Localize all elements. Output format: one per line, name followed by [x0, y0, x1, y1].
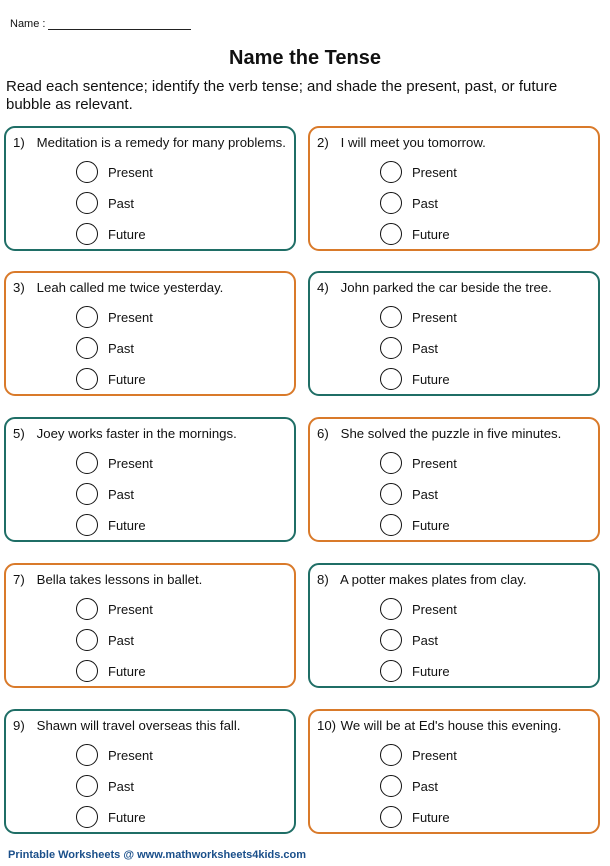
option-label: Future	[412, 663, 450, 679]
question-number: 5)	[13, 426, 25, 441]
option-past[interactable]	[380, 337, 438, 359]
footer-credit: Printable Worksheets @ www.mathworksheets4kids.com	[8, 849, 307, 861]
answer-bubble[interactable]	[380, 192, 402, 214]
option-present[interactable]	[380, 744, 457, 766]
name-field-row	[10, 15, 191, 30]
question-text	[317, 572, 527, 587]
question-card	[308, 126, 600, 251]
option-label: Present	[412, 164, 457, 180]
name-blank-line[interactable]	[48, 15, 191, 30]
option-present[interactable]	[380, 452, 457, 474]
option-label: Past	[412, 340, 439, 356]
option-label: Past	[108, 340, 135, 356]
option-label: Past	[412, 486, 439, 502]
answer-bubble[interactable]	[380, 337, 402, 359]
answer-bubble[interactable]	[76, 514, 98, 536]
option-label: Present	[108, 309, 153, 325]
option-label: Present	[412, 309, 457, 325]
question-sentence: A potter makes plates from clay.	[339, 572, 527, 587]
answer-bubble[interactable]	[380, 744, 402, 766]
option-past[interactable]	[380, 775, 438, 797]
question-sentence: John parked the car beside the tree.	[340, 280, 552, 295]
answer-bubble[interactable]	[380, 368, 402, 390]
instructions: Read each sentence; identify the verb tense; and shade the present, past, or future bubble as relevant.	[6, 78, 558, 113]
answer-bubble[interactable]	[380, 660, 402, 682]
question-text	[317, 718, 561, 733]
option-present[interactable]	[76, 161, 153, 183]
answer-bubble[interactable]	[380, 483, 402, 505]
question-number: 1)	[13, 135, 25, 150]
answer-bubble[interactable]	[76, 598, 98, 620]
answer-bubble[interactable]	[380, 161, 402, 183]
answer-bubble[interactable]	[76, 192, 98, 214]
option-label: Future	[108, 663, 146, 679]
question-text	[317, 280, 552, 295]
question-number: 6)	[317, 426, 329, 441]
answer-bubble[interactable]	[380, 775, 402, 797]
option-future[interactable]	[76, 223, 146, 245]
question-number: 9)	[13, 718, 25, 733]
question-sentence: Shawn will travel overseas this fall.	[36, 718, 241, 733]
question-number: 7)	[13, 572, 25, 587]
option-label: Future	[108, 809, 146, 825]
answer-bubble[interactable]	[76, 337, 98, 359]
option-future[interactable]	[76, 660, 146, 682]
question-number: 4)	[317, 280, 329, 295]
question-text	[13, 426, 237, 441]
option-future[interactable]	[380, 514, 450, 536]
option-label: Present	[108, 601, 153, 617]
answer-bubble[interactable]	[76, 161, 98, 183]
option-label: Future	[412, 226, 450, 242]
option-label: Past	[108, 195, 135, 211]
option-past[interactable]	[76, 483, 134, 505]
option-future[interactable]	[76, 368, 146, 390]
option-past[interactable]	[380, 629, 438, 651]
option-future[interactable]	[76, 806, 146, 828]
question-sentence: Meditation is a remedy for many problems.	[36, 135, 286, 150]
question-sentence: Joey works faster in the mornings.	[36, 426, 237, 441]
question-text	[13, 135, 286, 150]
option-label: Future	[108, 371, 146, 387]
option-label: Present	[412, 601, 457, 617]
answer-bubble[interactable]	[380, 452, 402, 474]
answer-bubble[interactable]	[380, 223, 402, 245]
option-present[interactable]	[380, 161, 457, 183]
option-label: Future	[412, 517, 450, 533]
option-present[interactable]	[76, 744, 153, 766]
option-past[interactable]	[76, 337, 134, 359]
answer-bubble[interactable]	[380, 306, 402, 328]
question-number: 2)	[317, 135, 329, 150]
option-label: Present	[108, 747, 153, 763]
question-number: 3)	[13, 280, 25, 295]
option-label: Future	[108, 517, 146, 533]
question-card	[308, 271, 600, 396]
option-future[interactable]	[380, 806, 450, 828]
option-present[interactable]	[76, 306, 153, 328]
option-past[interactable]	[76, 775, 134, 797]
question-text	[317, 135, 486, 150]
answer-bubble[interactable]	[76, 660, 98, 682]
question-card	[308, 563, 600, 688]
option-future[interactable]	[380, 660, 450, 682]
option-present[interactable]	[380, 598, 457, 620]
answer-bubble[interactable]	[76, 629, 98, 651]
option-label: Past	[412, 632, 439, 648]
option-label: Future	[108, 226, 146, 242]
question-sentence: She solved the puzzle in five minutes.	[340, 426, 562, 441]
question-sentence: Bella takes lessons in ballet.	[36, 572, 203, 587]
answer-bubble[interactable]	[380, 629, 402, 651]
option-label: Present	[412, 747, 457, 763]
question-text	[13, 280, 223, 295]
name-label: Name :	[10, 18, 46, 30]
answer-bubble[interactable]	[380, 598, 402, 620]
option-label: Future	[412, 371, 450, 387]
question-card	[308, 709, 600, 834]
question-sentence: Leah called me twice yesterday.	[36, 280, 224, 295]
question-number: 8)	[317, 572, 329, 587]
option-present[interactable]	[76, 452, 153, 474]
option-past[interactable]	[380, 483, 438, 505]
answer-bubble[interactable]	[380, 514, 402, 536]
answer-bubble[interactable]	[76, 306, 98, 328]
answer-bubble[interactable]	[76, 806, 98, 828]
question-text	[317, 426, 561, 441]
option-label: Past	[108, 778, 135, 794]
question-text	[13, 718, 240, 733]
option-label: Present	[108, 455, 153, 471]
option-label: Past	[412, 195, 439, 211]
question-card	[4, 709, 296, 834]
option-present[interactable]	[380, 306, 457, 328]
option-past[interactable]	[76, 192, 134, 214]
question-text	[13, 572, 202, 587]
option-label: Past	[108, 632, 135, 648]
question-card	[308, 417, 600, 542]
question-card	[4, 271, 296, 396]
option-past[interactable]	[380, 192, 438, 214]
answer-bubble[interactable]	[76, 483, 98, 505]
question-number: 10)	[317, 718, 337, 733]
option-label: Present	[412, 455, 457, 471]
option-label: Past	[108, 486, 135, 502]
question-card	[4, 563, 296, 688]
option-label: Present	[108, 164, 153, 180]
option-future[interactable]	[76, 514, 146, 536]
answer-bubble[interactable]	[76, 452, 98, 474]
option-present[interactable]	[76, 598, 153, 620]
option-label: Past	[412, 778, 439, 794]
question-sentence: I will meet you tomorrow.	[340, 135, 486, 150]
option-past[interactable]	[76, 629, 134, 651]
answer-bubble[interactable]	[380, 806, 402, 828]
worksheet-title: Name the Tense	[229, 47, 381, 69]
answer-bubble[interactable]	[76, 775, 98, 797]
answer-bubble[interactable]	[76, 368, 98, 390]
option-future[interactable]	[380, 223, 450, 245]
question-sentence: We will be at Ed's house this evening.	[340, 718, 562, 733]
option-future[interactable]	[380, 368, 450, 390]
option-label: Future	[412, 809, 450, 825]
question-card	[4, 126, 296, 251]
answer-bubble[interactable]	[76, 223, 98, 245]
question-card	[4, 417, 296, 542]
answer-bubble[interactable]	[76, 744, 98, 766]
